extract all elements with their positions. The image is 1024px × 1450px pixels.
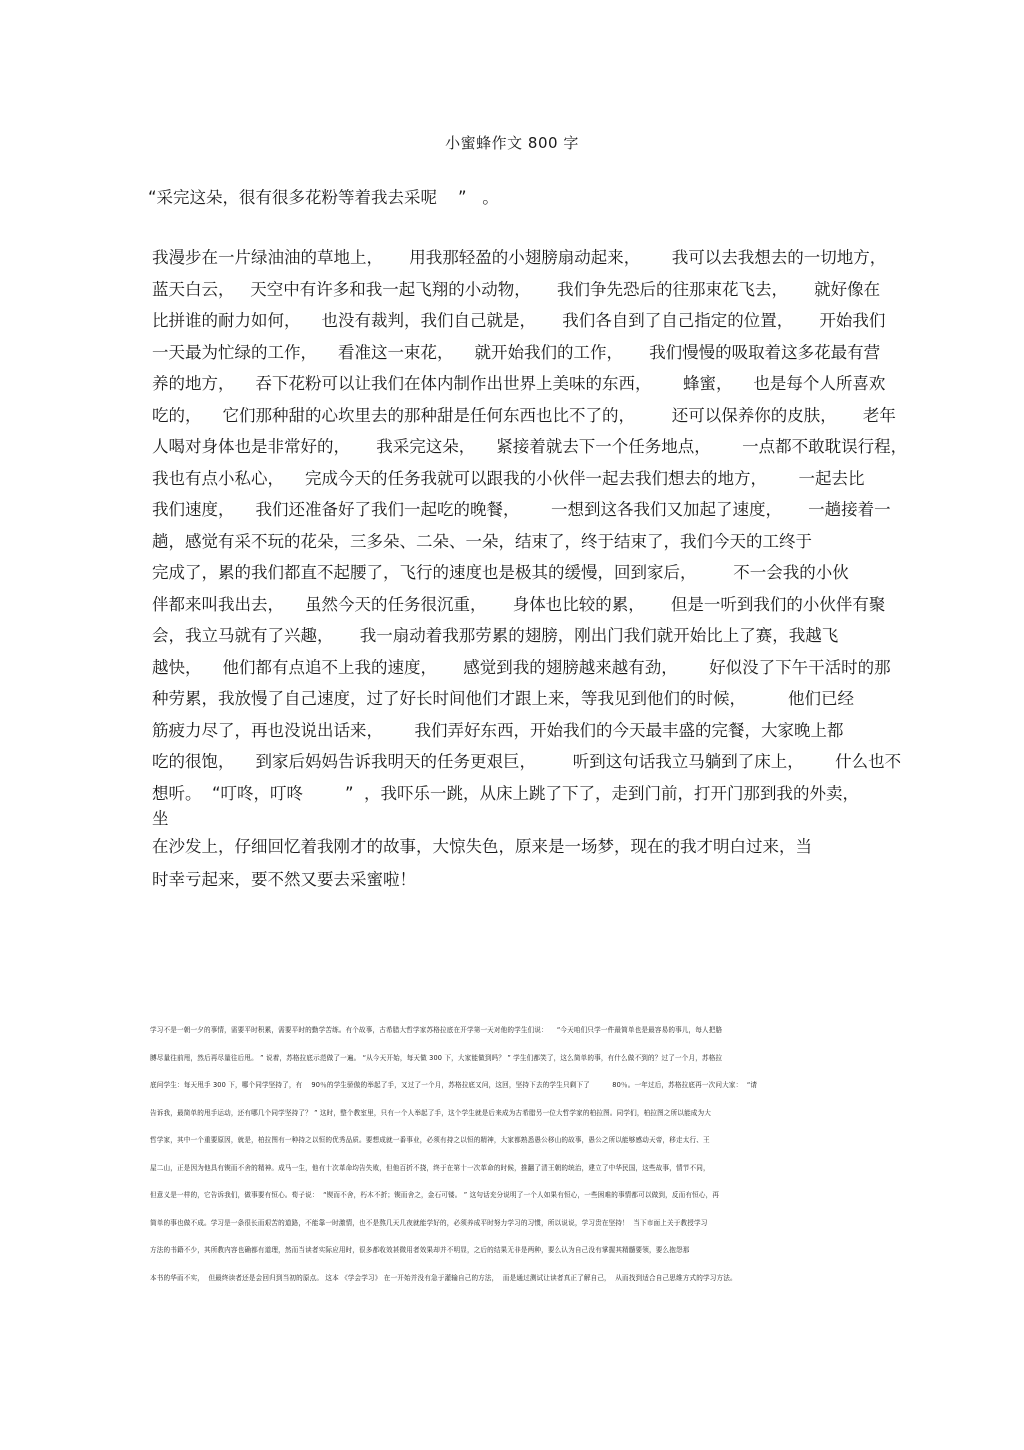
essay-line: 坐 [152, 809, 169, 828]
footer-line: 方法的书籍不少，其所教内容也确都有道理，然而当读者实际应用时，很多都收效甚微用者效果却并不明显，之后的结果无非是两种，要么认为自己没有掌握其精髓要领，要么抱怨那 [150, 1246, 690, 1254]
essay-line: 筋疲力尽了，再也没说出话来， 我们弄好东西，开始我们的今天最丰盛的完餐，大家晚上都 [152, 720, 844, 740]
essay-body [152, 242, 908, 896]
essay-line: 种劳累，我放慢了自己速度，过了好长时间他们才跟上来，等我见到他们的时候， 他们已经 [152, 689, 854, 708]
essay-line: 我们速度， 我们还准备好了我们一起吃的晚餐， 一想到这各我们又加起了速度， 一趟接着一 [152, 500, 891, 519]
essay-line: 伴都来叫我出去， 虽然今天的任务很沉重， 身体也比较的累， 但是一听到我们的小伙伴有聚 [152, 594, 886, 614]
footer-text-block [150, 1023, 850, 1298]
essay-line: 完成了，累的我们都直不起腰了，飞行的速度也是极其的缓慢，回到家后， 不一会我的小伙 [152, 563, 849, 582]
footer-line: 屋二山，正是因为他具有锲而不舍的精神。成马一生，他有十次革命均告失败，但他百折不挠，终于在第十一次革命的时候，推翻了清王朝的统治，建立了中华民国，这些故事，情节不同， [150, 1163, 710, 1172]
footer-line: 学习不是一朝一夕的事情，需要平时积累，需要平时的勤学苦练。有个故事，古希腊大哲学家苏格拉底在开学第一天对他的学生们说： “今天咱们只学一件最简单也是最容易的事儿，每人把胳 [150, 1026, 723, 1034]
essay-line: 一天最为忙绿的工作， 看准这一束花， 就开始我们的工作， 我们慢慢的吸取着这多花最有营 [152, 342, 881, 362]
footer-line: 哲学家，其中一个重要原因，就是，柏拉图有一种持之以恒的优秀品质。要想成就一番事业，必须有持之以恒的精神，大家都熟悉愚公移山的故事，愚公之所以能够感动天帝，移走太行、王 [150, 1136, 710, 1144]
essay-line: 养的地方， 吞下花粉可以让我们在体内制作出世界上美味的东西， 蜂蜜， 也是每个人所喜欢 [152, 374, 886, 393]
essay-line: 我漫步在一片绿油油的草地上， 用我那轻盈的小翅膀扇动起来， 我可以去我想去的一切地方， [152, 248, 887, 267]
essay-line: 人喝对身体也是非常好的， 我采完这朵， 紧接着就去下一个任务地点， 一点都不敢耽误行程， [152, 437, 908, 456]
essay-line: 在沙发上，仔细回忆着我刚才的故事，大惊失色，原来是一场梦，现在的我才明白过来，当 [152, 837, 812, 856]
essay-line: 趟，感觉有采不玩的花朵，三多朵、二朵、一朵，结束了，终于结束了，我们今天的工终于 [152, 531, 812, 551]
essay-line: 吃的很饱， 到家后妈妈告诉我明天的任务更艰巨， 听到这句话我立马躺到了床上， 什么也不 [152, 752, 902, 771]
footer-line: 简单的事也做不成。学习是一条很长而艰苦的道路，不能靠一时激情，也不是熬几天几夜就能学好的，必须养成平时努力学习的习惯，所以说说，学习贵在坚持！ 当下市面上关于教授学习 [150, 1218, 708, 1227]
essay-line: 时幸亏起来，要不然又要去采蜜啦！ [152, 870, 416, 889]
essay-line: 我也有点小私心， 完成今天的任务我就可以跟我的小伙伴一起去我们想去的地方， 一起去比 [152, 468, 865, 488]
footer-line: 膊尽量往前甩，然后再尽量往后甩。 ” 说着，苏格拉底示范做了一遍。 “从今天开始，每天做 300 下，大家能做到吗？ ” 学生们都笑了，这么简单的事，有什么做不到的？过了一个月，苏格拉 [150, 1053, 723, 1062]
footer-line: 底问学生：每天甩手 300 下，哪个同学坚持了，有 90％的学生骄傲的举起了手，又过了一个月，苏格拉底又问，这回，坚持下去的学生只剩下了 80％。一年过后，苏格拉底再一次问大家： “请 [150, 1081, 758, 1089]
essay-line: 比拼谁的耐力如何， 也没有裁判，我们自己就是， 我们各自到了自己指定的位置， 开始我们 [152, 311, 886, 330]
opening-quote: “采完这朵，很有很多花粉等着我去采呢 ” 。 [148, 188, 499, 207]
essay-line: 蓝天白云， 天空中有许多和我一起飞翔的小动物， 我们争先恐后的往那束花飞去， 就好像在 [152, 279, 881, 299]
essay-line: 吃的， 它们那种甜的心坎里去的那种甜是任何东西也比不了的， 还可以保养你的皮肤， 老年 [152, 405, 896, 425]
footer-line: 但意义是一样的，它告诉我们，做事要有恒心。荀子说： “锲而不舍，朽木不折；锲而舍之，金石可镂。 ” 这句话充分说明了一个人如果有恒心，一些困难的事情都可以做到，反而有恒心，再 [150, 1191, 720, 1199]
page-title: 小蜜蜂作文 800 字 [445, 134, 579, 152]
footer-line: 告诉我，最简单的甩手运动，还有哪几个同学坚持了？ ” 这时，整个教室里，只有一个人举起了手，这个学生就是后来成为古希腊另一位大哲学家的柏拉图。同学们，柏拉图之所以能成为大 [150, 1108, 712, 1117]
essay-line: 越快， 他们都有点追不上我的速度， 感觉到我的翅膀越来越有劲， 好似没了下午干活时的那 [152, 657, 891, 677]
essay-line: 想听。 “叮咚，叮咚 ” ，我吓乐一跳，从床上跳了下了，走到门前，打开门那到我的外卖， [152, 783, 860, 803]
footer-line: 本书的华而不实， 但最终读者还是会回归到当初的原点。 这本 《学会学习》 在一开始并没有急于灌输自己的方法， 而是通过测试让读者真正了解自己， 从而找到适合自己思维方式的学习方法。 [150, 1273, 737, 1282]
essay-line: 会，我立马就有了兴趣， 我一扇动着我那劳累的翅膀，刚出门我们就开始比上了赛，我越飞 [152, 626, 839, 645]
